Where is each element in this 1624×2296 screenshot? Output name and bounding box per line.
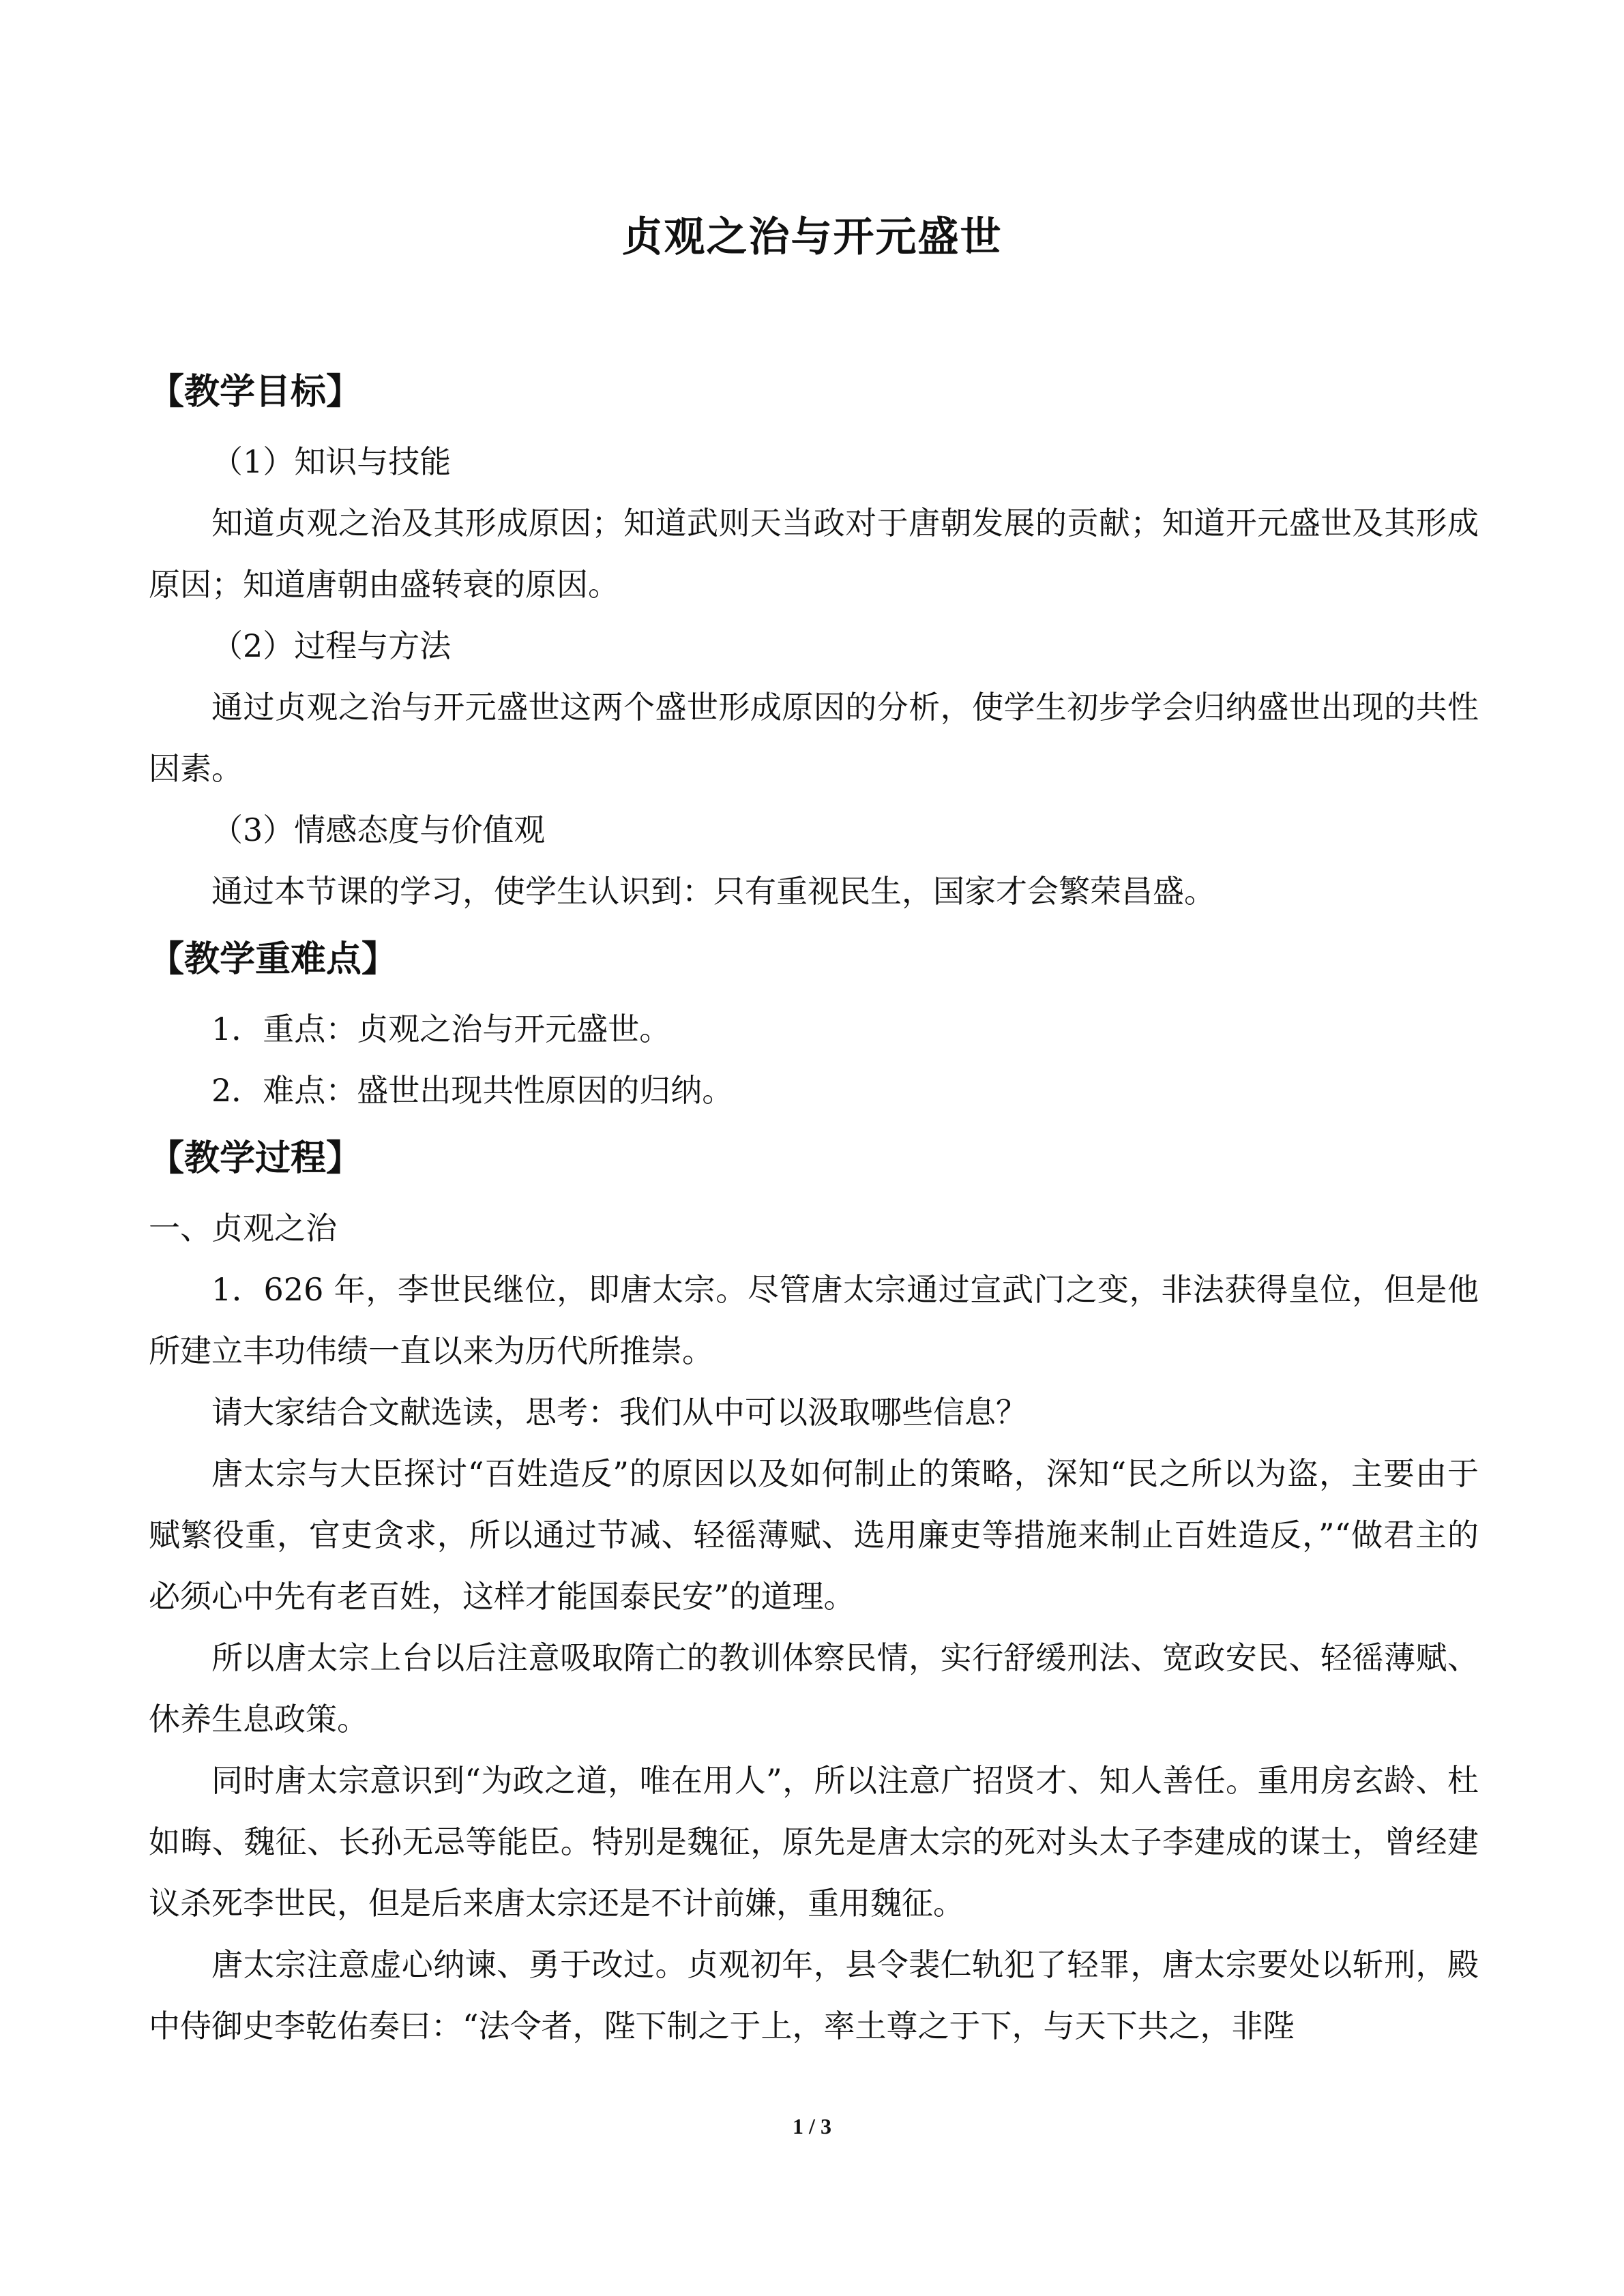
- process-paragraph-5: 同时唐太宗意识到“为政之道，唯在用人”，所以注意广招贤才、知人善任。重用房玄龄、杜如晦、魏征、长孙无忌等能臣。特别是魏征，原先是唐太宗的死对头太子李建成的谋士，曾经建议杀死李世民，但是后来唐太宗还是不计前嫌，重用魏征。: [149, 1762, 1479, 1922]
- process-part-title: 一、贞观之治: [149, 1210, 337, 1247]
- process-paragraph-3: 唐太宗与大臣探讨“百姓造反”的原因以及如何制止的策略，深知“民之所以为盗，主要由于赋繁役重，官吏贪求，所以通过节减、轻徭薄赋、选用廉吏等措施来制止百姓造反，”“做君主的必须心中先有老百姓，这样才能国泰民安”的道理。: [149, 1455, 1479, 1615]
- page-number: 1 / 3: [793, 2114, 831, 2138]
- goals-paragraph-2: 通过贞观之治与开元盛世这两个盛世形成原因的分析，使学生初步学会归纳盛世出现的共性因素。: [149, 689, 1479, 787]
- keypoint-item-2: 2．难点：盛世出现共性原因的归纳。: [211, 1072, 734, 1109]
- page-title: 贞观之治与开元盛世: [621, 213, 1003, 261]
- process-paragraph-6: 唐太宗注意虚心纳谏、勇于改过。贞观初年，县令裴仁轨犯了轻罪，唐太宗要处以斩刑，殿中侍御史李乾佑奏曰：“法令者，陛下制之于上，率土尊之于下，与天下共之，非陛: [149, 1946, 1479, 2044]
- goals-paragraph-1: 知道贞观之治及其形成原因；知道武则天当政对于唐朝发展的贡献；知道开元盛世及其形成原因；知道唐朝由盛转衰的原因。: [149, 505, 1479, 603]
- goals-subheading-2: （2）过程与方法: [211, 627, 452, 664]
- section-heading-goals: 【教学目标】: [149, 372, 362, 413]
- process-paragraph-2: 请大家结合文献选读，思考：我们从中可以汲取哪些信息？: [211, 1394, 1027, 1431]
- keypoint-item-1: 1．重点：贞观之治与开元盛世。: [211, 1011, 671, 1047]
- process-paragraph-1: 1．626 年，李世民继位，即唐太宗。尽管唐太宗通过宣武门之变，非法获得皇位，但是他所建立丰功伟绩一直以来为历代所推崇。: [149, 1271, 1479, 1369]
- goals-subheading-1: （1）知识与技能: [211, 443, 452, 480]
- goals-subheading-3: （3）情感态度与价值观: [211, 811, 546, 848]
- process-paragraph-4: 所以唐太宗上台以后注意吸取隋亡的教训体察民情，实行舒缓刑法、宽政安民、轻徭薄赋、休养生息政策。: [149, 1639, 1479, 1738]
- document-body: [149, 355, 1479, 2057]
- section-heading-process: 【教学过程】: [149, 1138, 362, 1179]
- section-heading-keypoints: 【教学重难点】: [149, 939, 398, 980]
- goals-paragraph-3: 通过本节课的学习，使学生认识到：只有重视民生，国家才会繁荣昌盛。: [211, 873, 1215, 910]
